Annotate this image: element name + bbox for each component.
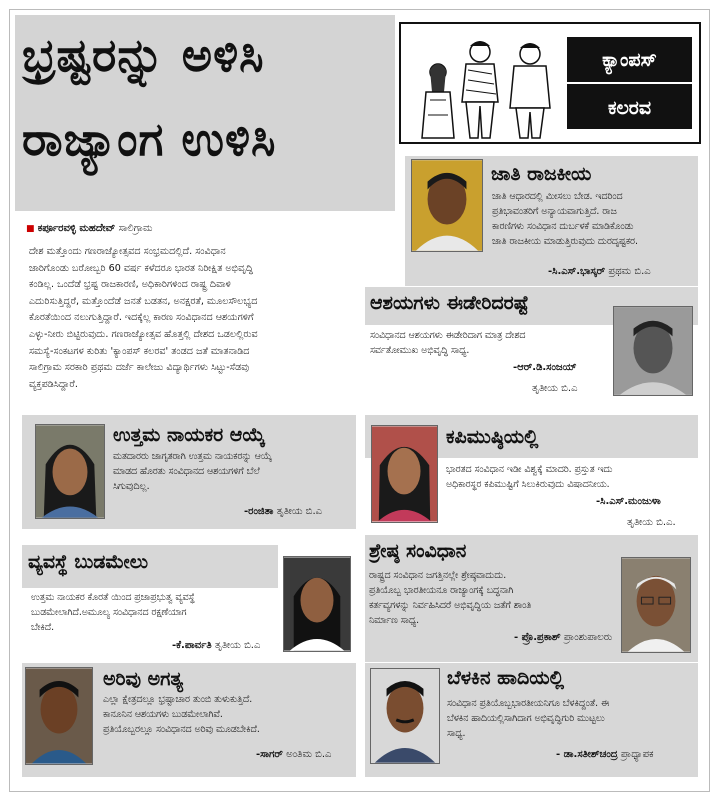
photo-bhaskar: [411, 159, 483, 252]
body-line: ಕಾನೂನಿನ ಆಶಯಗಳು ಬುಡಮೇಲಾಗಿವೆ.: [103, 709, 223, 720]
intro-line: ಎಳ್ಳು-ನೀರು ಬಿಟ್ಟಿರುವುದು. ಗಣರಾಜ್ಯೋತ್ಸವ ಹೊತ್ತಲ್ಲಿ ದೇಶದ ಒಡಲಲ್ಲಿರುವ: [29, 328, 258, 340]
section-shreshta-signature: [514, 632, 612, 643]
body-line: ಎಲ್ಲಾ ಕ್ಷೇತ್ರದಲ್ಲೂ ಭ್ರಷ್ಟಾಚಾರ ತುಂಬಿ ತುಳುಕುತ್ತಿದೆ.: [103, 694, 253, 705]
section-shreshta-title: ಶ್ರೇಷ್ಠ ಸಂವಿಧಾನ: [369, 540, 467, 562]
author-name: -ಸಾಗರ್: [256, 749, 283, 760]
body-line: ಜಾತಿ ರಾಜಕೀಯ ಮಾಡುತ್ತಿರುವುದು ದುರದೃಷ್ಟಕರ.: [492, 236, 638, 247]
section-ashaya-year: ತೃತೀಯ ಬಿ.ಎ: [532, 383, 578, 394]
section-vyavasthe-body: [31, 590, 281, 635]
section-kapi-title: ಕಪಿಮುಷ್ಠಿಯಲ್ಲಿ: [446, 426, 539, 448]
section-jati-signature: [548, 266, 651, 277]
section-arivu-signature: [256, 749, 331, 760]
section-kapi-year: ತೃತೀಯ ಬಿ.ಎ.: [627, 517, 676, 528]
headline-line-2: ರಾಜ್ಯಾಂಗ ಉಳಿಸಿ: [22, 112, 277, 166]
section-arivu-title: ಅರಿವು ಅಗತ್ಯ: [103, 668, 184, 690]
intro-line: ವ್ಯಕ್ತಪಡಿಸಿದ್ದಾರೆ.: [29, 378, 78, 390]
author-name: -ಕೆ.ಪಾರ್ವತಿ: [172, 640, 212, 651]
body-line: ಸಾಧ್ಯ.: [447, 728, 466, 739]
author-year: ಪ್ರಾಂಶುಪಾಲರು: [563, 632, 613, 643]
headline-line-1: ಭ್ರಷ್ಟರನ್ನು ಅಳಿಸಿ: [22, 28, 265, 82]
section-vyavasthe-title: ವ್ಯವಸ್ಥೆ ಬುಡಮೇಲು: [28, 551, 149, 573]
photo-ranjitha: [35, 424, 105, 519]
intro-line: ದೇಶ ಮತ್ತೊಂದು ಗಣರಾಜ್ಯೋತ್ಸವದ ಸಂಭ್ರಮದಲ್ಲಿದೆ. ಸಂವಿಧಾನ: [29, 246, 226, 257]
intro-author: ಕರ್ಪೂರವಳ್ಳಿ ಮಹದೇವ್: [37, 223, 116, 234]
author-name: - ಪ್ರೊ.ಪ್ರಕಾಶ್: [514, 632, 561, 643]
body-line: ಮಾಡದ ಹೊರತು ಸಂವಿಧಾನದ ಆಶಯಗಳಿಗೆ ಬೆಲೆ: [113, 466, 260, 477]
author-name: -ಸಿ.ಎಸ್.ಭಾಸ್ಕರ್: [548, 266, 606, 277]
brand-title-line-2: ಕಲರವ: [607, 97, 652, 119]
author-year: ತೃತೀಯ ಬಿ.ಎ: [214, 640, 261, 651]
author-year: ಪ್ರಥಮ ಬಿ.ಎ: [608, 266, 651, 277]
photo-satishchandra: [370, 668, 440, 764]
body-line: ಮತದಾರರು ಜಾಗೃತರಾಗಿ ಉತ್ತಮ ನಾಯಕರನ್ನು ಆಯ್ಕೆ: [113, 451, 272, 462]
intro-line: ಸಮಸ್ಯೆ-ಸಂಕಟಗಳ ಕುರಿತು 'ಕ್ಯಾಂಪಸ್ ಕಲರವ' ತಂಡದ ಜತೆ ಮಾತನಾಡಿದ: [29, 345, 250, 357]
section-kapi-signature: [596, 496, 661, 507]
bullet-icon: ■: [26, 224, 35, 234]
author-year: ತೃತೀಯ ಬಿ.ಎ: [276, 506, 323, 517]
section-belaki-title: ಬೆಳಕಿನ ಹಾದಿಯಲ್ಲಿ: [447, 667, 564, 689]
photo-prakash: [621, 557, 691, 653]
section-uttama-body: [113, 449, 353, 494]
body-line: ಕರ್ತವ್ಯಗಳನ್ನು ನಿರ್ವಹಿಸಿದರೆ ಅಭಿವೃದ್ಧಿಯ ಜತೆಗೆ ಶಾಂತಿ: [369, 600, 532, 611]
photo-manjula: [371, 425, 438, 523]
author-name: - ಡಾ.ಸತೀಶ್‌ಚಂದ್ರ: [556, 749, 618, 760]
body-line: ಪ್ರತಿಯೊಬ್ಬ ಭಾರತೀಯನೂ ರಾಜ್ಯಾಂಗಕ್ಕೆ ಬದ್ಧನಾಗಿ: [369, 585, 514, 596]
body-line: ಕಾರಣಿಗಳು ಸಂವಿಧಾನ ದುರ್ಬಳಕೆ ಮಾಡಿಕೊಂಡು: [492, 221, 634, 232]
author-name: -ಸಿ.ಎಸ್.ಮಂಜುಳಾ: [596, 496, 661, 507]
section-kapi-body: [446, 462, 698, 492]
photo-sagar: [25, 667, 93, 765]
body-line: ಸರ್ವತೋಮುಖ ಅಭಿವೃದ್ಧಿ ಸಾಧ್ಯ.: [370, 345, 470, 356]
body-line: ಬೆಳಕಿನ ಹಾದಿಯಲ್ಲಿಸಾಗಿದಾಗ ಅಭಿವೃದ್ಧಿಗುರಿ ಮುಟ್ಟಲು: [447, 713, 605, 724]
body-line: ಉತ್ತಮ ನಾಯಕರ ಕೊರತೆ ಯಿಂದ ಪ್ರಜಾಪ್ರಭುತ್ವ ವ್ಯವಸ್ಥೆ: [31, 592, 195, 603]
body-line: ಭಾರತದ ಸಂವಿಧಾನ ಇಡೀ ವಿಶ್ವಕ್ಕೆ ಮಾದರಿ. ಪ್ರಸ್ತುತ ಇದು: [446, 464, 613, 475]
students-illustration: [408, 30, 563, 140]
author-name: -ರಂಜಿತಾ: [244, 506, 274, 517]
author-year: ಅಂತಿಮ ಬಿ.ಎ: [286, 749, 332, 760]
body-line: ಅಧಿಕಾರಸ್ಥರ ಕಪಿಮುಷ್ಟಿಗೆ ಸಿಲುಕಿರುವುದು ವಿಷಾದನೀಯ.: [446, 479, 610, 490]
section-ashaya-signature: [513, 362, 577, 373]
body-line: ಪ್ರತಿಭಾವಂತರಿಗೆ ಅನ್ಯಾಯವಾಗುತ್ತಿದೆ. ರಾಜ: [492, 206, 617, 217]
section-vyavasthe-signature: [172, 640, 260, 651]
intro-byline: [26, 223, 153, 234]
section-jati-title: ಜಾತಿ ರಾಜಕೀಯ: [491, 163, 592, 185]
author-name: -ಆರ್.ಡಿ.ಸಂಜಯ್: [513, 362, 577, 373]
section-belaki-body: [447, 696, 698, 741]
body-line: ಸಂವಿಧಾನದ ಆಶಯಗಳು ಈಡೇರಿದಾಗ ಮಾತ್ರ ದೇಶದ: [370, 330, 526, 341]
section-uttama-title: ಉತ್ತಮ ನಾಯಕರ ಆಯ್ಕೆ: [113, 424, 266, 446]
section-uttama-signature: [244, 506, 322, 517]
intro-line: ಎದುರಿಸುತ್ತಿದ್ದರೆ, ಮತ್ತೊಂದೆಡೆ ಜನತೆ ಬಡತನ, ಅನಕ್ಷರತೆ, ಮೂಲಸೌಲಭ್ಯದ: [29, 295, 258, 307]
photo-sanjay: [613, 306, 693, 396]
author-year: ಪ್ರಾಧ್ಯಾಪಕ: [620, 749, 654, 760]
body-line: ಪ್ರತಿಯೊಬ್ಬರಲ್ಲೂ ಸಂವಿಧಾನದ ಅರಿವು ಮೂಡಬೇಕಿದೆ.: [103, 724, 260, 735]
section-arivu-body: [103, 692, 355, 737]
section-jati-body: [492, 189, 698, 249]
section-ashaya-title: ಆಶಯಗಳು ಈಡೇರಿದರಷ್ಟೆ: [370, 292, 529, 314]
brand-title-line-1: ಕ್ಯಾಂಪಸ್: [602, 49, 657, 71]
intro-line: ಜಾರಿಗೊಂಡು ಬರೋಬ್ಬರಿ 60 ವರ್ಷ ಕಳೆದರೂ ಭಾರತ ನಿರೀಕ್ಷಿತ ಅಭಿವೃದ್ಧಿ: [29, 262, 253, 274]
body-line: ಬೇಕಿದೆ.: [31, 622, 55, 633]
body-line: ರಾಷ್ಟ್ರದ ಸಂವಿಧಾನ ಜಗತ್ತಿನಲ್ಲೇ ಶ್ರೇಷ್ಠವಾದುದು.: [369, 570, 507, 581]
body-line: ಸಂವಿಧಾನ ಪ್ರತಿಯೊಬ್ಬಭಾರತೀಯನಿಗೂ ಬೆಳಕಿದ್ದಂತೆ. ಈ: [447, 698, 610, 709]
intro-line: ಸಾಲಿಗ್ರಾಮ ಸರಕಾರಿ ಪ್ರಥಮ ದರ್ಜೆ ಕಾಲೇಜು ವಿದ್ಯಾರ್ಥಿಗಳು ಸಿಟ್ಟು-ಸೆಡವು: [29, 362, 250, 374]
section-shreshta-body: [369, 568, 621, 628]
intro-location: ಸಾಲಿಗ್ರಾಮ: [118, 223, 153, 234]
section-belaki-signature: [556, 749, 654, 760]
brand-divider: [567, 82, 692, 84]
intro-line: ಕೊರತೆಯಿಂದ ನಲುಗುತ್ತಿದ್ದಾರೆ. ಇದಕ್ಕೆಲ್ಲ ಕಾರಣ ಸಂವಿಧಾನದ ಆಶಯಗಳಿಗೆ: [29, 312, 254, 324]
intro-body: [29, 244, 401, 393]
intro-line: ಕಂಡಿಲ್ಲ. ಒಂದೆಡೆ ಭ್ರಷ್ಟ ರಾಜಕಾರಣಿ, ಅಧಿಕಾರಿಗಳಿಂದ ರಾಷ್ಟ್ರ ದಿವಾಳಿ: [29, 279, 231, 291]
body-line: ನಿರ್ಮಾಣ ಸಾಧ್ಯ.: [369, 615, 420, 626]
body-line: ಬುಡಮೇಲಾಗಿದೆ.ಅಮೂಲ್ಯ ಸಂವಿಧಾನದ ರಕ್ಷಣೆಯಾಗ: [31, 607, 187, 618]
body-line: ಸಿಗುವುದಿಲ್ಲ.: [113, 481, 150, 492]
body-line: ಜಾತಿ ಆಧಾರದಲ್ಲಿ ಮೀಸಲು ಬೇಡ. ಇದರಿಂದ: [492, 191, 623, 202]
section-ashaya-body: [370, 328, 610, 358]
photo-parvathi: [283, 556, 351, 652]
